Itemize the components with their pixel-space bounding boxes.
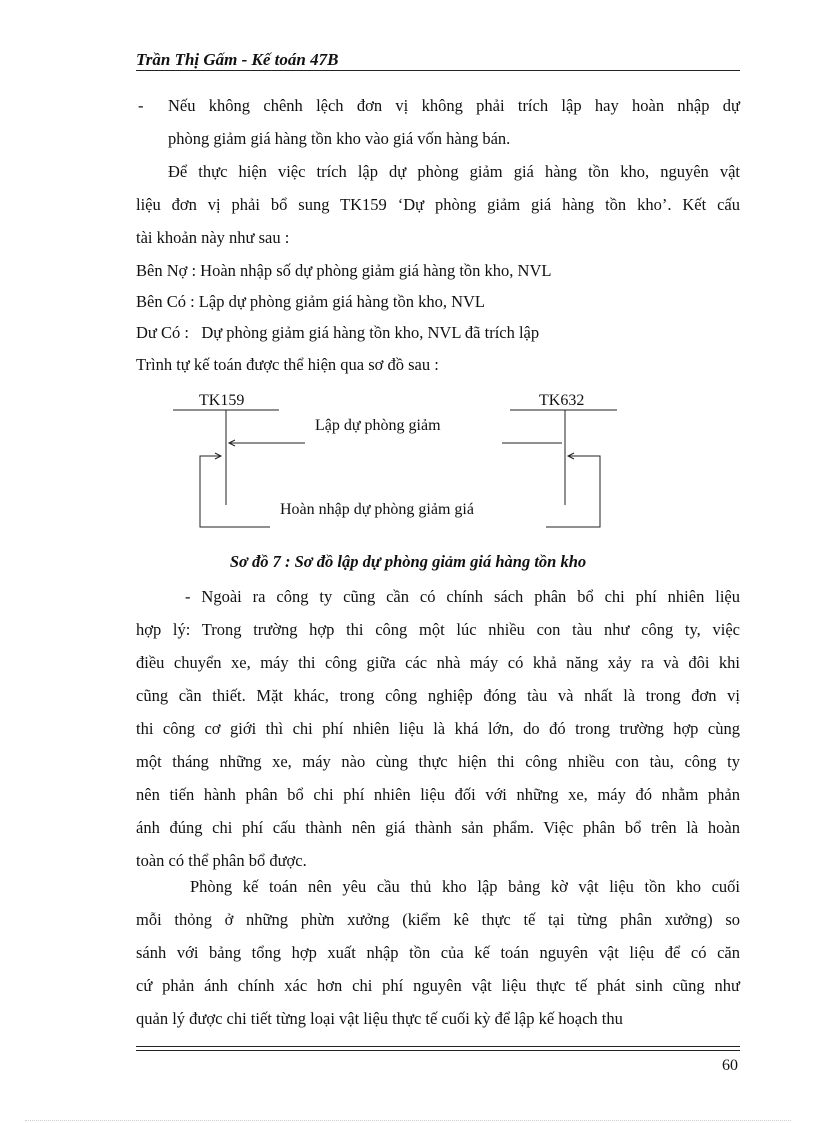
para2-line-4: cũng cần thiết. Mặt khác, trong công nghiệp đóng tàu và nhất là trong đơn vị [136,686,740,705]
footer-rule-bottom [136,1050,740,1051]
para2-line-1: - Ngoài ra công ty cũng cần có chính sách phân bổ chi phí nhiên liệu [185,587,740,606]
tk632-label: TK632 [539,392,585,409]
footer-rule-top [136,1046,740,1047]
bullet-line-2: phòng giảm giá hàng tồn kho vào giá vốn hàng bán. [168,129,511,148]
bottom-flow-right-bracket [546,456,600,527]
para1-line-3: tài khoản này như sau : [136,228,290,247]
para2-line-6: một tháng những xe, máy nào cùng thực hiện thi công nhiều con tàu, công ty [136,752,740,771]
page-header-title: Trần Thị Gấm - Kế toán 47B [136,50,339,69]
bottom-flow-left-bracket [200,456,270,527]
para3-line-4: cứ phản ánh chính xác hơn chi phí nguyên vật liệu thực tế phát sinh cũng như [136,976,740,995]
para1-line-2: liệu đơn vị phải bổ sung TK159 ‘Dự phòng giảm giá hàng tồn kho’. Kết cấu [136,195,740,214]
para3-line-1: Phòng kế toán nên yêu cầu thủ kho lập bảng kờ vật liệu tồn kho cuối [190,877,740,896]
top-flow-label: Lập dự phòng giảm [315,417,441,434]
para3-line-3: sánh với bảng tổng hợp xuất nhập tồn của kế toán nguyên vật liệu để có căn [136,943,740,962]
para2-line-7: nên tiến hành phân bổ chi phí nhiên liệu đối với những xe, máy đó nhằm phản [136,785,740,804]
bottom-flow-right-arrowhead [568,453,574,459]
para1-line-1: Để thực hiện việc trích lập dự phòng giảm giá hàng tồn kho, nguyên vật [168,162,740,181]
page-number: 60 [722,1057,738,1074]
para3-line-2: mỗi thỏng ở những phừn xưởng (kiểm kê thực tế tại từng phân xưởng) so [136,910,740,929]
page-bottom-dotted-edge [25,1120,791,1121]
top-flow-arrowhead [229,440,235,446]
para2-line-5: thi công cơ giới thì chi phí nhiên liệu là khá lớn, do đó trong trường hợp cùng [136,719,740,738]
figure-caption: Sơ đồ 7 : Sơ đồ lập dự phòng giảm giá hàng tồn kho [229,552,587,571]
bottom-flow-label: Hoàn nhập dự phòng giảm giá [280,501,474,518]
bottom-flow-left-arrowhead [215,453,221,459]
bullet-line-1: Nếu không chênh lệch đơn vị không phải trích lập hay hoàn nhập dự [168,96,740,115]
header-rule [136,70,740,71]
para2-line-2: hợp lý: Trong trường hợp thi công một lúc nhiều con tàu như công ty, việc [136,620,740,639]
para2-line-9: toàn có thể phân bổ được. [136,851,307,870]
bullet-marker: - [138,96,144,115]
para3-line-5: quản lý được chi tiết từng loại vật liệu thực tế cuối kỳ để lập kế hoạch thu [136,1009,623,1028]
para2-line-3: điều chuyển xe, máy thi công giữa các nhà máy có khả năng xảy ra và đôi khi [136,653,740,672]
tk159-label: TK159 [199,392,245,409]
account-debit: Bên Nợ : Hoàn nhập số dự phòng giảm giá hàng tồn kho, NVL [136,261,552,280]
para2-line-8: ánh đúng chi phí cấu thành nên giá thành sản phẩm. Việc phân bổ trên là hoàn [136,818,740,837]
account-balance: Dư Có : Dự phòng giảm giá hàng tồn kho, NVL đã trích lập [136,323,540,342]
diagram-intro: Trình tự kế toán được thể hiện qua sơ đồ sau : [136,355,439,374]
account-credit: Bên Có : Lập dự phòng giảm giá hàng tồn kho, NVL [136,292,485,311]
